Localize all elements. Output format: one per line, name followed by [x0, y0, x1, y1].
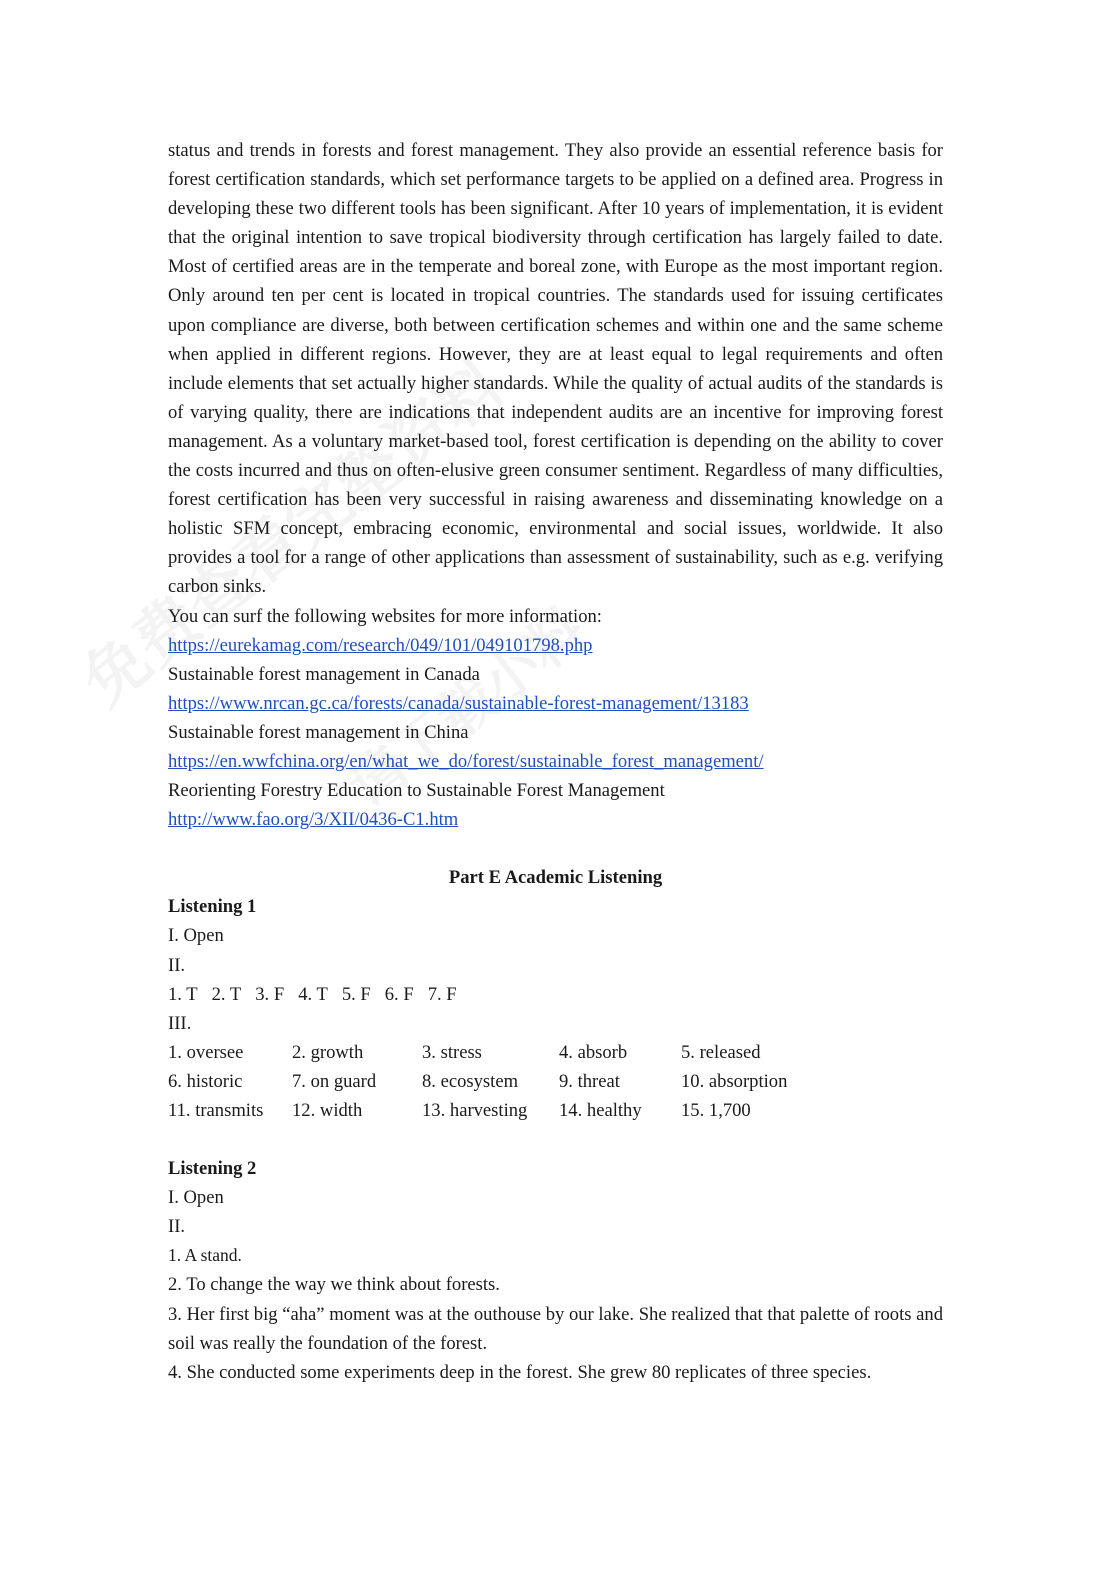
word-row: [168, 1096, 943, 1125]
answer-item: 1. A stand.: [168, 1245, 242, 1266]
answer-item: 3. Her first big “aha” moment was at the outhouse by our lake. She realized that that palette of roots and soil was really the foundation of the forest.: [168, 1303, 943, 1354]
link-fao[interactable]: http://www.fao.org/3/XII/0436-C1.htm: [168, 809, 459, 831]
word-answer: 15. 1,700: [681, 1100, 751, 1121]
tf-answer: 3. F: [255, 983, 285, 1005]
word-answer: 1. oversee: [168, 1041, 244, 1063]
websites-intro: You can surf the following websites for more information:: [168, 605, 602, 627]
word-answer: 11. transmits: [168, 1100, 264, 1121]
word-answer: 12. width: [292, 1100, 363, 1121]
word-answer: 8. ecosystem: [422, 1070, 519, 1092]
listening1-part1: I. Open: [168, 925, 224, 947]
word-answer: 13. harvesting: [422, 1100, 528, 1121]
tf-answer: 6. F: [384, 983, 414, 1005]
listening1-part3-label: III.: [168, 1012, 192, 1034]
listening2-heading: Listening 2: [168, 1158, 257, 1180]
tf-answer: 4. T: [298, 983, 328, 1005]
tf-answer: 1. T: [168, 983, 198, 1005]
word-row: [168, 1038, 943, 1067]
word-answer: 9. threat: [559, 1070, 620, 1092]
listening1-part2-label: II.: [168, 954, 186, 976]
listening2-part1: I. Open: [168, 1187, 224, 1209]
true-false-answers: [168, 980, 943, 1009]
tf-answer: 5. F: [341, 983, 371, 1005]
document-page: [168, 136, 943, 1387]
link-wwfchina[interactable]: https://en.wwfchina.org/en/what_we_do/forest/sustainable_forest_management/: [168, 750, 764, 772]
link-eurekamag[interactable]: https://eurekamag.com/research/049/101/049101798.php: [168, 634, 593, 656]
tf-answer: 2. T: [211, 983, 242, 1005]
word-row: [168, 1067, 943, 1096]
word-answer: 6. historic: [168, 1070, 243, 1092]
listening2-part2-label: II.: [168, 1216, 186, 1238]
answer-item: 4. She conducted some experiments deep in the forest. She grew 80 replicates of three species.: [168, 1361, 872, 1383]
word-answer: 4. absorb: [559, 1041, 628, 1063]
link-title-china: Sustainable forest management in China: [168, 721, 469, 743]
tf-answer: 7. F: [427, 983, 457, 1005]
word-answer: 2. growth: [292, 1041, 364, 1063]
word-answer: 10. absorption: [681, 1070, 788, 1092]
link-nrcan[interactable]: https://www.nrcan.gc.ca/forests/canada/sustainable-forest-management/13183: [168, 692, 749, 714]
word-answer: 14. healthy: [559, 1100, 642, 1121]
intro-paragraph: status and trends in forests and forest management. They also provide an essential reference basis for forest certification standards, which set performance targets to be applied on a defined area. Progress in developing these two different tools has been significant. After 10 years of implementation, it is evident that the original intention to save tropical biodiversity through certification has largely failed to date. Most of certified areas are in the temperate and boreal zone, with Europe as the most important region. Only around ten per cent is located in tropical countries. The standards used for issuing certificates upon compliance are diverse, both between certification schemes and within one and the same scheme when applied in different regions. However, they are at least equal to legal requirements and often include elements that set actually higher standards. While the quality of actual audits of the standards is of varying quality, there are indications that independent audits are an incentive for improving forest management. As a voluntary market-based tool, forest certification is depending on the ability to cover the costs incurred and thus on often-elusive green consumer sentiment. Regardless of many difficulties, forest certification has been very successful in raising awareness and disseminating knowledge on a holistic SFM concept, embracing economic, environmental and social issues, worldwide. It also provides a tool for a range of other applications than assessment of sustainability, such as e.g. verifying carbon sinks.: [168, 140, 943, 598]
link-title-canada: Sustainable forest management in Canada: [168, 663, 480, 685]
word-answer: 3. stress: [422, 1041, 482, 1063]
word-answer: 5. released: [681, 1041, 761, 1063]
listening1-heading: Listening 1: [168, 896, 257, 918]
section-title: Part E Academic Listening: [448, 867, 663, 889]
word-answer: 7. on guard: [292, 1070, 377, 1092]
link-title-fao: Reorienting Forestry Education to Sustainable Forest Management: [168, 780, 665, 802]
answer-item: 2. To change the way we think about forests.: [168, 1274, 500, 1296]
